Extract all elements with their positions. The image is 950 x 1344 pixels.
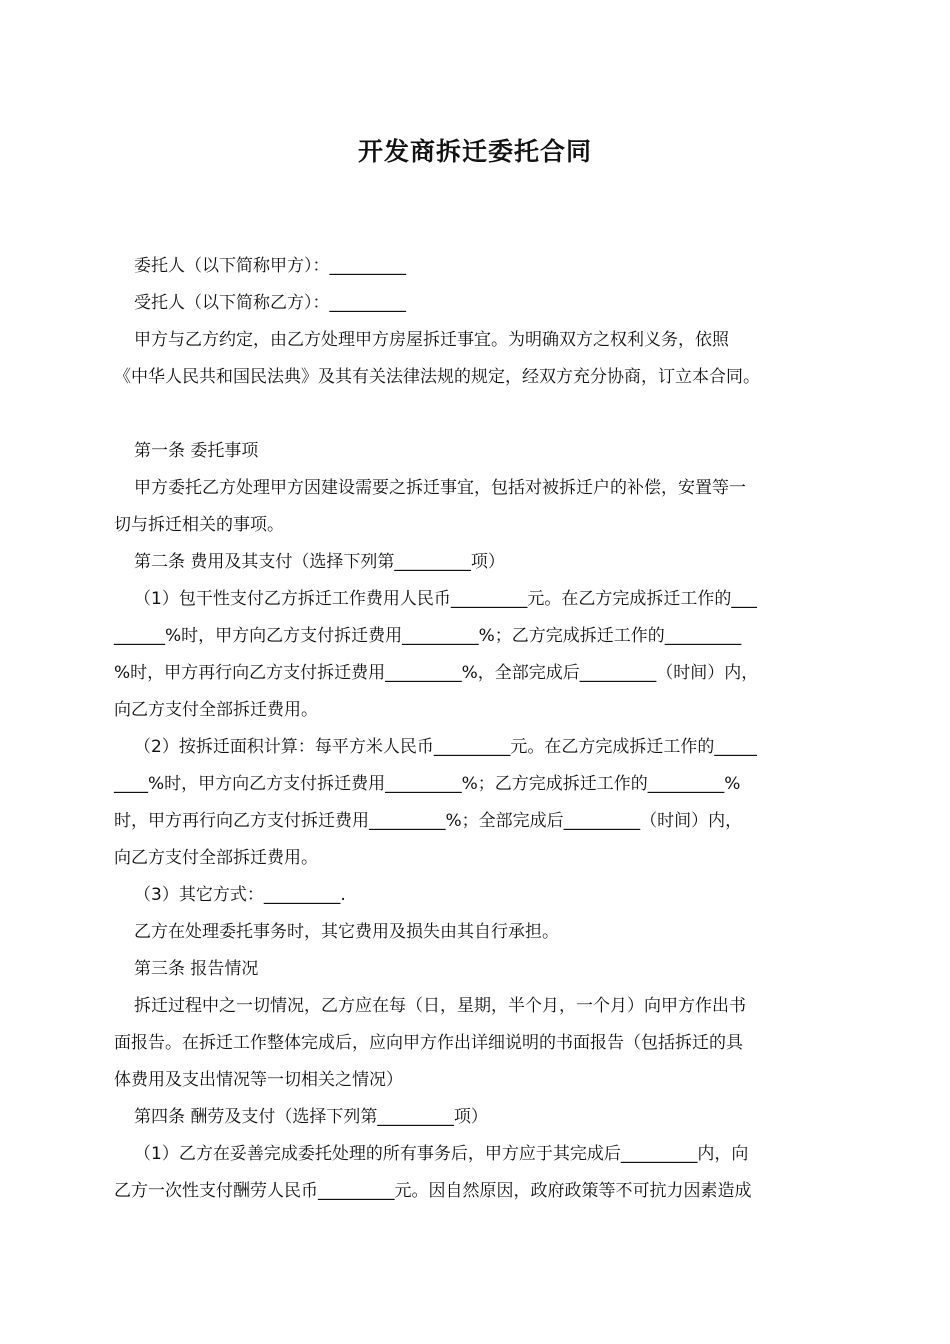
document-line: 第四条 酬劳及支付（选择下列第_________项） — [134, 1107, 488, 1127]
document-line: ____%时，甲方向乙方支付拆迁费用_________%；乙方完成拆迁工作的_________% — [114, 774, 741, 794]
document-line: 向乙方支付全部拆迁费用。 — [114, 700, 318, 720]
document-line: 向乙方支付全部拆迁费用。 — [114, 848, 318, 868]
document-line: （3）其它方式：_________. — [134, 885, 346, 905]
document-line: %时，甲方再行向乙方支付拆迁费用_________%，全部完成后_________（时间）内， — [114, 663, 759, 683]
document-body — [114, 248, 850, 1210]
blank-line — [114, 396, 850, 433]
document-line: （1）乙方在妥善完成委托处理的所有事务后，甲方应于其完成后_________内，向 — [134, 1144, 749, 1164]
document-line: （2）按拆迁面积计算：每平方米人民币_________元。在乙方完成拆迁工作的_____ — [134, 737, 757, 757]
document-line: 体费用及支出情况等一切相关之情况） — [114, 1070, 403, 1090]
document-line: 拆迁过程中之一切情况，乙方应在每（日，星期，半个月，一个月）向甲方作出书 — [134, 996, 746, 1016]
document-line: 乙方一次性支付酬劳人民币_________元。因自然原因，政府政策等不可抗力因素造成 — [114, 1181, 752, 1201]
document-line: 第一条 委托事项 — [134, 441, 259, 461]
document-line: 受托人（以下简称乙方）：_________ — [134, 293, 406, 313]
document-title: 开发商拆迁委托合同 — [357, 137, 592, 166]
document-line: 第三条 报告情况 — [134, 959, 259, 979]
document-line: 甲方委托乙方处理甲方因建设需要之拆迁事宜，包括对被拆迁户的补偿，安置等一 — [134, 478, 746, 498]
document-line: 委托人（以下简称甲方）：_________ — [134, 256, 406, 276]
document-line: （1）包干性支付乙方拆迁工作费用人民币_________元。在乙方完成拆迁工作的___ — [134, 589, 757, 609]
document-line: 《中华人民共和国民法典》及其有关法律法规的规定，经双方充分协商，订立本合同。 — [114, 367, 760, 387]
document-line: 切与拆迁相关的事项。 — [114, 515, 284, 535]
document-line: ______%时，甲方向乙方支付拆迁费用_________%；乙方完成拆迁工作的_________ — [114, 626, 742, 646]
document-line: 甲方与乙方约定，由乙方处理甲方房屋拆迁事宜。为明确双方之权利义务，依照 — [134, 330, 729, 350]
document-line: 乙方在处理委托事务时，其它费用及损失由其自行承担。 — [134, 922, 559, 942]
document-line: 时，甲方再行向乙方支付拆迁费用_________%；全部完成后_________（时间）内， — [114, 811, 743, 831]
document-line: 面报告。在拆迁工作整体完成后，应向甲方作出详细说明的书面报告（包括拆迁的具 — [114, 1033, 743, 1053]
document-line: 第二条 费用及其支付（选择下列第_________项） — [134, 552, 505, 572]
